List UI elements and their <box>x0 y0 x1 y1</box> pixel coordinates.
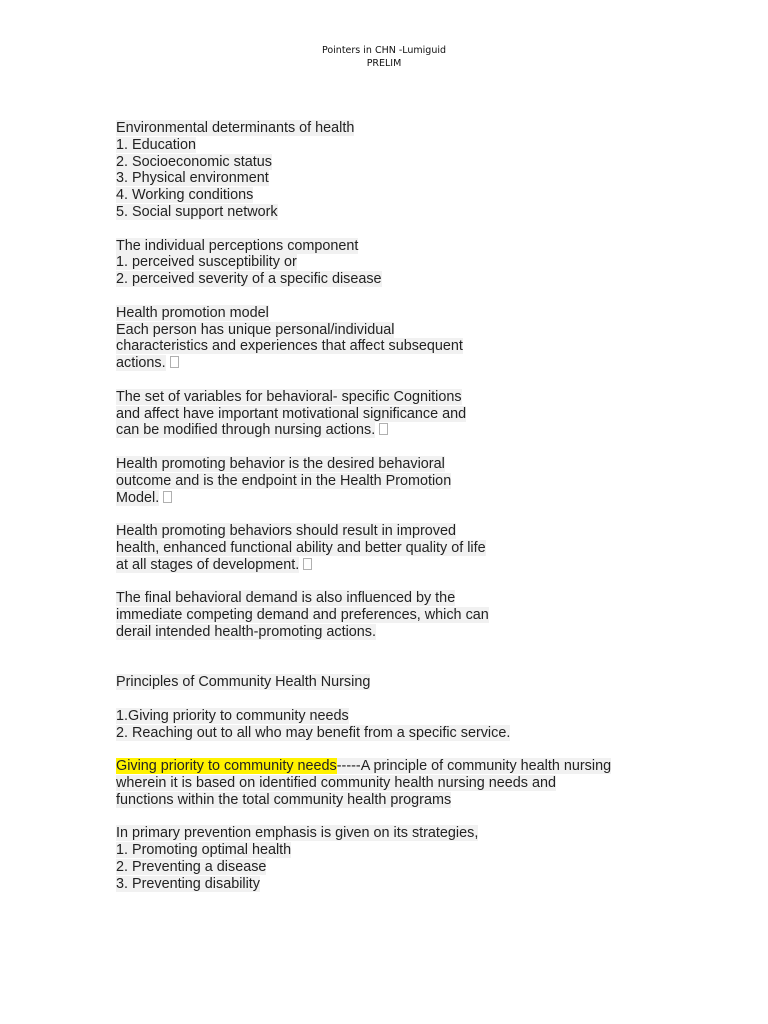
list-item: 1. Education <box>116 136 197 153</box>
paragraph-line: The set of variables for behavioral- specific Cognitions <box>116 388 462 405</box>
paragraph-line: and affect have important motivational significance and <box>116 405 467 422</box>
paragraph-line: at all stages of development. <box>116 556 300 573</box>
highlighted-term: Giving priority to community needs <box>116 758 337 775</box>
list-item: 2. Reaching out to all who may benefit from a specific service. <box>116 724 511 741</box>
health-promotion-model-section <box>116 305 716 372</box>
missing-glyph-icon <box>379 423 388 435</box>
prevention-section <box>116 825 716 892</box>
document-title: Pointers in CHN -Lumiguid <box>321 45 447 56</box>
page-header <box>0 44 768 70</box>
paragraph-line: can be modified through nursing actions. <box>116 422 376 439</box>
list-item: 2. Socioeconomic status <box>116 153 272 170</box>
paragraph-line: Model. <box>116 489 160 506</box>
paragraph-line: wherein it is based on identified community health nursing needs and <box>116 775 556 792</box>
definition-section <box>116 758 716 808</box>
list-item: 5. Social support network <box>116 203 278 220</box>
list-item: 1. perceived susceptibility or <box>116 254 297 271</box>
variables-section <box>116 389 716 439</box>
paragraph-line: The final behavioral demand is also influenced by the <box>116 590 456 607</box>
list-item: 3. Physical environment <box>116 170 269 187</box>
paragraph-line: characteristics and experiences that affect subsequent <box>116 338 463 355</box>
paragraph-line: outcome and is the endpoint in the Health Promotion <box>116 472 452 489</box>
perceptions-section <box>116 238 716 288</box>
prevention-heading: In primary prevention emphasis is given on its strategies, <box>116 825 479 842</box>
paragraph-line: immediate competing demand and preferences, which can <box>116 607 489 624</box>
missing-glyph-icon <box>163 491 172 503</box>
env-determinants-heading: Environmental determinants of health <box>116 120 355 136</box>
list-item: 1.Giving priority to community needs <box>116 707 349 724</box>
principles-heading: Principles of Community Health Nursing <box>116 674 371 691</box>
missing-glyph-icon <box>170 356 179 368</box>
paragraph-line: Health promoting behavior is the desired behavioral <box>116 455 445 472</box>
paragraph-line: health, enhanced functional ability and better quality of life <box>116 539 486 556</box>
document-subtitle: PRELIM <box>366 58 402 69</box>
paragraph-line: Health promoting behaviors should result in improved <box>116 523 456 540</box>
behavior-section <box>116 456 716 506</box>
hpm-heading: Health promotion model <box>116 304 269 321</box>
missing-glyph-icon <box>303 558 312 570</box>
paragraph-line: actions. <box>116 355 166 372</box>
env-determinants-section <box>116 120 716 221</box>
demand-section <box>116 590 716 640</box>
paragraph-line: functions within the total community health programs <box>116 791 452 808</box>
definition-text: -----A principle of community health nursing <box>336 758 612 775</box>
principles-list <box>116 708 716 742</box>
list-item: 2. Preventing a disease <box>116 859 267 876</box>
list-item: 3. Preventing disability <box>116 875 260 892</box>
list-item: 4. Working conditions <box>116 187 254 204</box>
list-item: 2. perceived severity of a specific disease <box>116 271 382 288</box>
behaviors-section <box>116 523 716 573</box>
principles-heading-section <box>116 674 716 691</box>
list-item: 1. Promoting optimal health <box>116 842 292 859</box>
paragraph-line: derail intended health-promoting actions. <box>116 623 376 640</box>
perceptions-heading: The individual perceptions component <box>116 237 359 254</box>
paragraph-line: Each person has unique personal/individual <box>116 321 395 338</box>
document-body <box>116 120 716 909</box>
